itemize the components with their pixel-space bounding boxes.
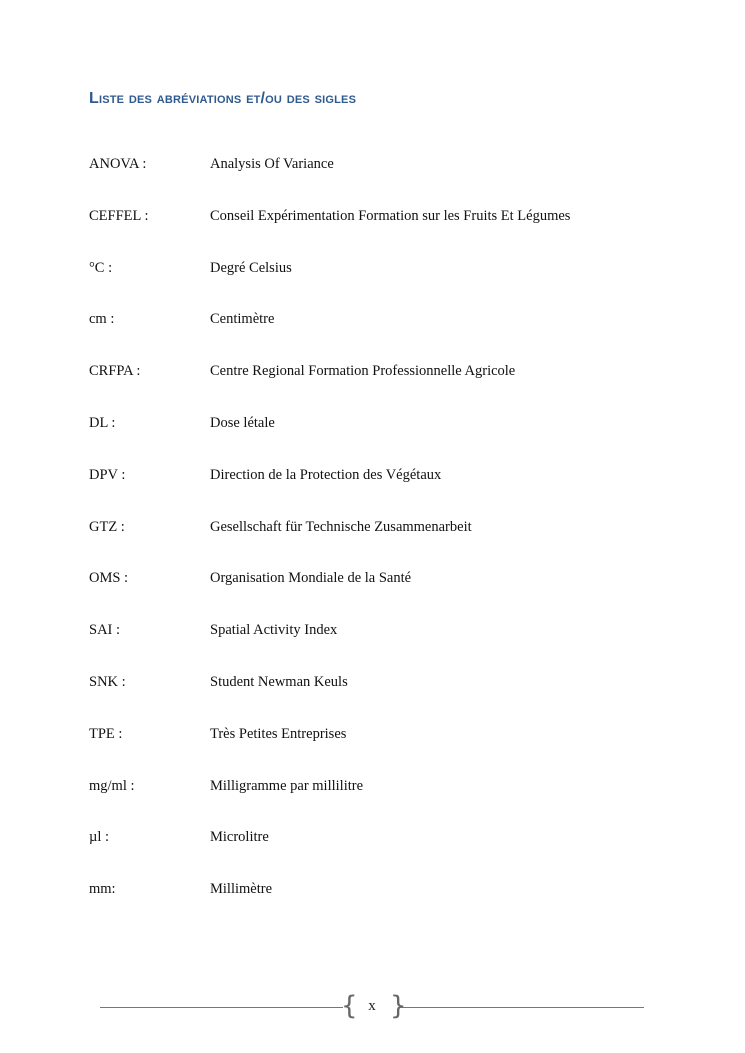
list-item: [89, 517, 689, 569]
abbreviation: SAI :: [89, 622, 121, 639]
definition: Microlitre: [210, 829, 269, 846]
definition: Degré Celsius: [210, 259, 292, 276]
abbreviation: mg/ml :: [89, 777, 135, 794]
list-item: [89, 361, 689, 413]
definition: Centimètre: [210, 311, 275, 328]
abbreviation: OMS :: [89, 570, 129, 587]
page-title: Liste des abréviations et/ou des sigles: [89, 90, 357, 107]
right-brace-icon: }: [390, 991, 407, 1021]
list-item: [89, 258, 689, 310]
list-item: [89, 620, 689, 672]
abbreviation: GTZ :: [89, 518, 125, 535]
definition: Spatial Activity Index: [210, 622, 338, 639]
abbreviation: mm:: [89, 881, 116, 898]
list-item: [89, 206, 689, 258]
list-item: [89, 827, 689, 879]
page-number: x: [368, 998, 376, 1014]
abbreviation: °C :: [89, 259, 113, 276]
footer-rule-left: [100, 1007, 343, 1008]
definition: Centre Regional Formation Professionnelle Agricole: [210, 363, 516, 380]
definition: Direction de la Protection des Végétaux: [210, 466, 442, 483]
definition: Milligramme par millilitre: [210, 777, 364, 794]
definition: Analysis Of Variance: [210, 156, 334, 172]
left-brace-icon: {: [341, 991, 358, 1021]
abbreviation: TPE :: [89, 725, 123, 742]
page-footer: [100, 992, 644, 1022]
abbreviation: SNK :: [89, 673, 126, 690]
list-item: [89, 154, 689, 206]
list-item: [89, 879, 689, 931]
abbreviation: µl :: [89, 829, 110, 846]
abbreviation: CRFPA :: [89, 363, 141, 380]
abbreviation: CEFFEL :: [89, 207, 149, 224]
abbreviation: cm :: [89, 311, 115, 328]
abbreviation: DL :: [89, 414, 116, 431]
list-item: [89, 309, 689, 361]
definition: Très Petites Entreprises: [210, 725, 347, 742]
definition: Student Newman Keuls: [210, 673, 348, 690]
list-item: [89, 465, 689, 517]
definition: Millimètre: [210, 881, 273, 898]
definition: Conseil Expérimentation Formation sur les Fruits Et Légumes: [210, 207, 571, 224]
list-item: [89, 568, 689, 620]
abbreviation-list: [89, 154, 689, 931]
definition: Dose létale: [210, 414, 275, 431]
footer-rule-right: [398, 1007, 644, 1008]
abbreviation: DPV :: [89, 466, 126, 483]
list-item: [89, 413, 689, 465]
list-item: [89, 724, 689, 776]
list-item: [89, 672, 689, 724]
definition: Gesellschaft für Technische Zusammenarbeit: [210, 518, 472, 535]
list-item: [89, 776, 689, 828]
abbreviation: ANOVA :: [89, 156, 147, 172]
definition: Organisation Mondiale de la Santé: [210, 570, 412, 587]
